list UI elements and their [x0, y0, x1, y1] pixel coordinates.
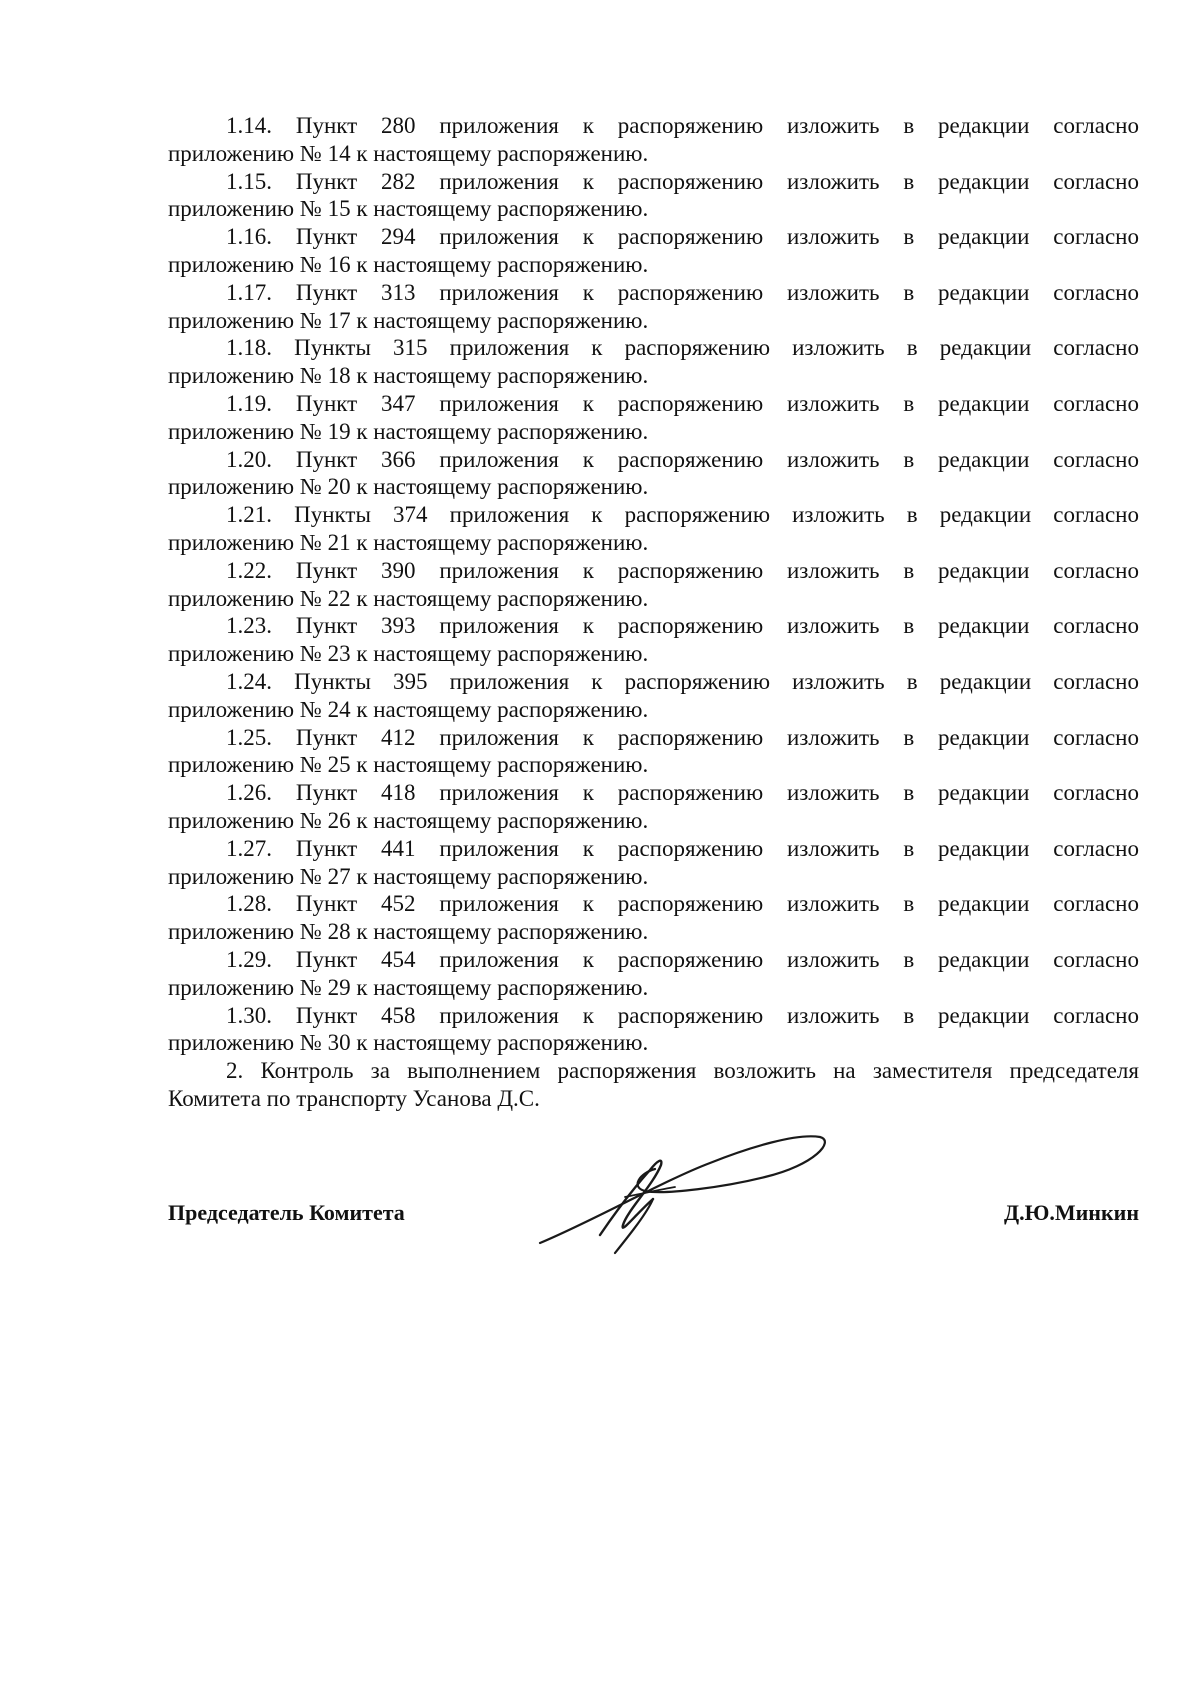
list-item-line-1: 1.21. Пункты 374 приложения к распоряжению изложить в редакции согласно: [226, 502, 1139, 528]
list-item-line-2: приложению № 22 к настоящему распоряжению.: [168, 585, 649, 611]
list-item-line-1: 1.25. Пункт 412 приложения к распоряжению изложить в редакции согласно: [226, 724, 1139, 750]
list-item: [168, 334, 1139, 390]
list-item: [168, 668, 1139, 724]
list-item-line-1: 1.24. Пункты 395 приложения к распоряжению изложить в редакции согласно: [226, 668, 1139, 694]
list-item-line-1: 1.15. Пункт 282 приложения к распоряжению изложить в редакции согласно: [226, 168, 1139, 194]
list-item-line-2: приложению № 27 к настоящему распоряжению.: [168, 863, 649, 889]
list-item-line-2: приложению № 24 к настоящему распоряжению.: [168, 696, 649, 722]
item-list: [168, 112, 1139, 1057]
signer-name: Д.Ю.Минкин: [1003, 1200, 1139, 1225]
list-item: [168, 390, 1139, 446]
list-item-line-1: 1.17. Пункт 313 приложения к распоряжению изложить в редакции согласно: [226, 279, 1139, 305]
list-item-line-1: 1.16. Пункт 294 приложения к распоряжению изложить в редакции согласно: [226, 224, 1139, 250]
list-item-line-2: приложению № 26 к настоящему распоряжению.: [168, 807, 649, 833]
list-item-line-2: приложению № 17 к настоящему распоряжению.: [168, 307, 649, 333]
list-item-line-2: приложению № 30 к настоящему распоряжению.: [168, 1030, 649, 1056]
list-item: [168, 724, 1139, 780]
list-item-line-2: приложению № 20 к настоящему распоряжению.: [168, 474, 649, 500]
signer-position: Председатель Комитета: [168, 1200, 405, 1225]
list-item: [168, 279, 1139, 335]
list-item-line-2: приложению № 19 к настоящему распоряжению.: [168, 418, 649, 444]
list-item: [168, 112, 1139, 168]
list-item: [168, 946, 1139, 1002]
list-item-line-1: 1.19. Пункт 347 приложения к распоряжению изложить в редакции согласно: [226, 390, 1139, 416]
list-item-line-1: 1.22. Пункт 390 приложения к распоряжению изложить в редакции согласно: [226, 557, 1139, 583]
list-item: [168, 835, 1139, 891]
list-item-line-2: приложению № 15 к настоящему распоряжению.: [168, 196, 649, 222]
list-item-line-2: приложению № 23 к настоящему распоряжению.: [168, 641, 649, 667]
list-item-line-1: 1.29. Пункт 454 приложения к распоряжению изложить в редакции согласно: [226, 946, 1139, 972]
list-item-line-2: приложению № 16 к настоящему распоряжению.: [168, 251, 649, 277]
list-item: [168, 223, 1139, 279]
list-item-line-1: 1.20. Пункт 366 приложения к распоряжению изложить в редакции согласно: [226, 446, 1139, 472]
list-item: [168, 501, 1139, 557]
document-body: [168, 112, 1139, 1113]
list-item: [168, 1002, 1139, 1058]
list-item-line-1: 1.18. Пункты 315 приложения к распоряжению изложить в редакции согласно: [226, 335, 1139, 361]
list-item: [168, 557, 1139, 613]
handwritten-signature: [535, 1125, 835, 1260]
list-item: [168, 446, 1139, 502]
list-item: [168, 168, 1139, 224]
list-item: [168, 779, 1139, 835]
list-item-line-2: приложению № 21 к настоящему распоряжению.: [168, 529, 649, 555]
list-item-line-1: 1.28. Пункт 452 приложения к распоряжению изложить в редакции согласно: [226, 891, 1139, 917]
list-item-line-2: приложению № 29 к настоящему распоряжению.: [168, 974, 649, 1000]
list-item-line-1: 1.23. Пункт 393 приложения к распоряжению изложить в редакции согласно: [226, 613, 1139, 639]
control-paragraph: 2. Контроль за выполнением распоряжения возложить на заместителя председателя Комитета по транспорту Усанова Д.С.: [168, 1058, 1139, 1111]
list-item-line-2: приложению № 25 к настоящему распоряжению.: [168, 752, 649, 778]
list-item-line-1: 1.27. Пункт 441 приложения к распоряжению изложить в редакции согласно: [226, 835, 1139, 861]
list-item-line-2: приложению № 28 к настоящему распоряжению.: [168, 919, 649, 945]
list-item-line-2: приложению № 18 к настоящему распоряжению.: [168, 363, 649, 389]
list-item: [168, 612, 1139, 668]
list-item-line-1: 1.14. Пункт 280 приложения к распоряжению изложить в редакции согласно: [226, 113, 1139, 138]
list-item-line-2: приложению № 14 к настоящему распоряжению.: [168, 140, 649, 166]
list-item: [168, 890, 1139, 946]
list-item-line-1: 1.30. Пункт 458 приложения к распоряжению изложить в редакции согласно: [226, 1002, 1139, 1028]
list-item-line-1: 1.26. Пункт 418 приложения к распоряжению изложить в редакции согласно: [226, 780, 1139, 806]
